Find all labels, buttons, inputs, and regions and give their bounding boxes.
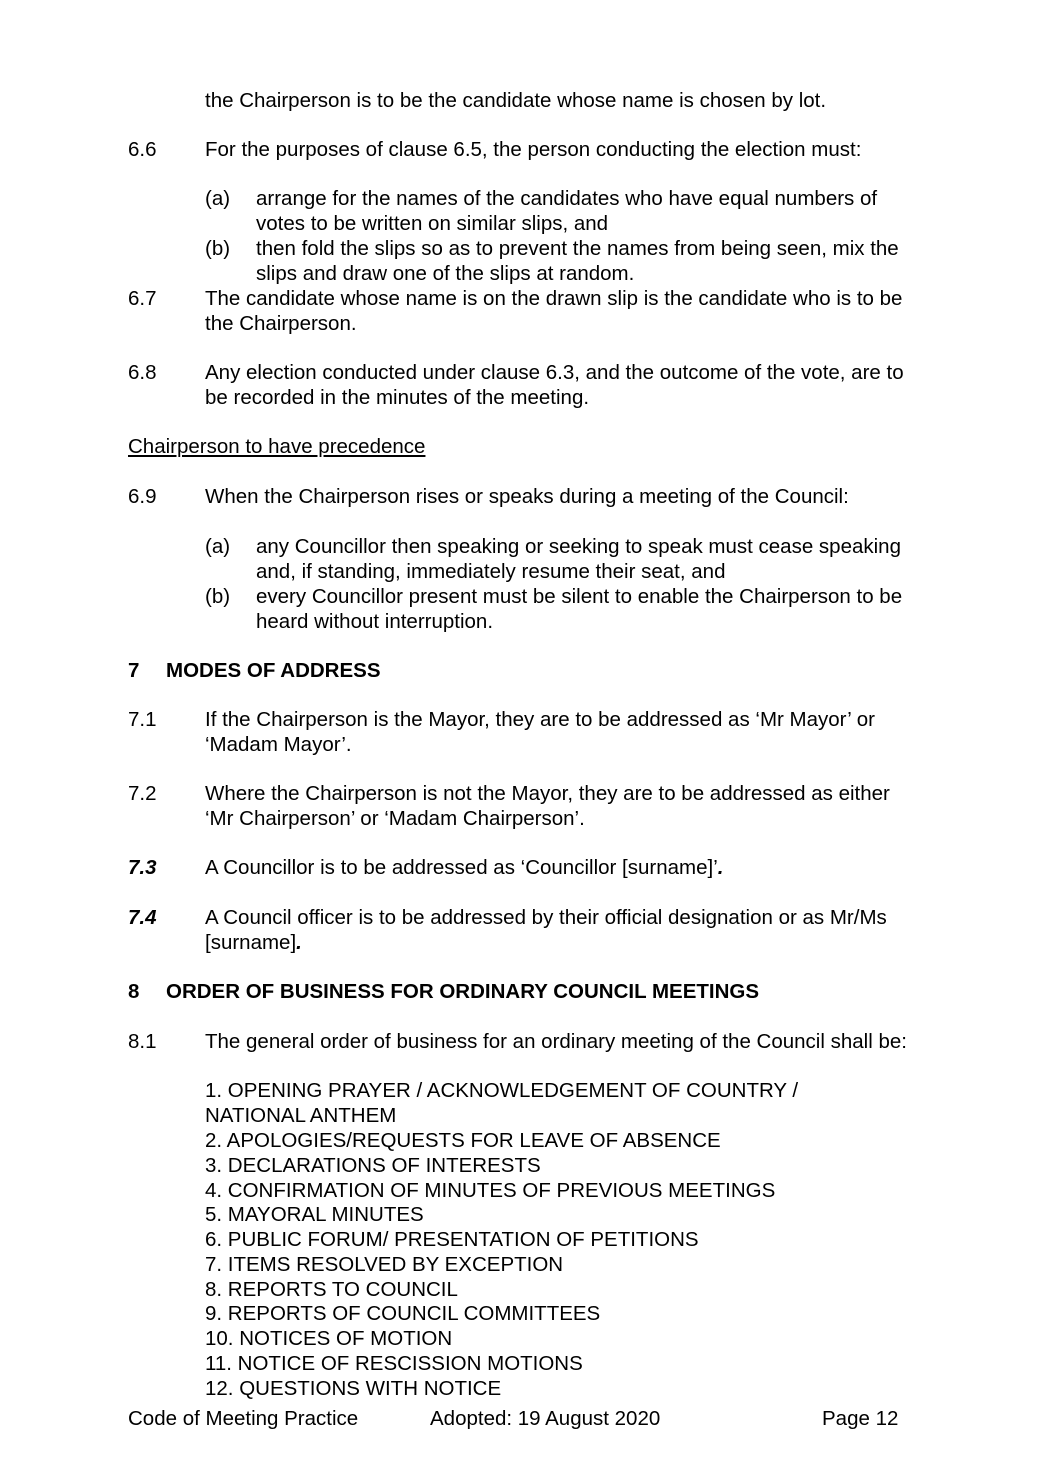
list-item: 6. PUBLIC FORUM/ PRESENTATION OF PETITIONS	[205, 1228, 699, 1251]
clause-number: 7.4	[128, 906, 157, 929]
item-text: slips and draw one of the slips at random.	[256, 262, 635, 285]
list-item: 2. APOLOGIES/REQUESTS FOR LEAVE OF ABSENCE	[205, 1129, 721, 1152]
clause-number: 8.1	[128, 1030, 157, 1053]
clause-number: 7.1	[128, 708, 157, 731]
footer-document-title: Code of Meeting Practice	[128, 1407, 359, 1430]
list-item: 8. REPORTS TO COUNCIL	[205, 1278, 458, 1301]
clause-text: If the Chairperson is the Mayor, they are to be addressed as ‘Mr Mayor’ or	[205, 708, 875, 731]
list-item: 11. NOTICE OF RESCISSION MOTIONS	[205, 1352, 583, 1375]
clause-number: 6.7	[128, 287, 157, 310]
clause-text	[205, 855, 723, 880]
clause-text: When the Chairperson rises or speaks during a meeting of the Council:	[205, 485, 849, 508]
item-text: and, if standing, immediately resume their seat, and	[256, 560, 726, 583]
list-item: 5. MAYORAL MINUTES	[205, 1203, 424, 1226]
continuation-text: the Chairperson is to be the candidate whose name is chosen by lot.	[205, 89, 827, 112]
clause-text: The general order of business for an ordinary meeting of the Council shall be:	[205, 1030, 907, 1053]
item-label: (a)	[205, 187, 231, 210]
item-label: (b)	[205, 585, 231, 608]
clause-number: 6.8	[128, 361, 157, 384]
clause-text: For the purposes of clause 6.5, the person conducting the election must:	[205, 138, 862, 161]
item-text: votes to be written on similar slips, and	[256, 212, 609, 235]
list-item: 10. NOTICES OF MOTION	[205, 1327, 453, 1350]
list-item: 4. CONFIRMATION OF MINUTES OF PREVIOUS MEETINGS	[205, 1179, 776, 1202]
item-text: arrange for the names of the candidates who have equal numbers of	[256, 187, 878, 210]
list-item: NATIONAL ANTHEM	[205, 1104, 397, 1127]
clause-text-end: .	[717, 856, 724, 879]
clause-text: The candidate whose name is on the drawn slip is the candidate who is to be	[205, 287, 903, 310]
clause-number: 7.3	[128, 856, 157, 879]
clause-text: A Council officer is to be addressed by their official designation or as Mr/Ms	[205, 906, 887, 929]
clause-text-end: .	[296, 931, 302, 954]
item-text: heard without interruption.	[256, 610, 494, 633]
list-item: 7. ITEMS RESOLVED BY EXCEPTION	[205, 1253, 564, 1276]
item-text: every Councillor present must be silent to enable the Chairperson to be	[256, 585, 903, 608]
footer-page-number: Page 12	[822, 1407, 899, 1430]
item-text: then fold the slips so as to prevent the names from being seen, mix the	[256, 237, 899, 260]
clause-number: 6.6	[128, 138, 157, 161]
clause-text: Any election conducted under clause 6.3, and the outcome of the vote, are to	[205, 361, 904, 384]
section-title: MODES OF ADDRESS	[166, 659, 381, 682]
clause-text: ‘Mr Chairperson’ or ‘Madam Chairperson’.	[205, 807, 585, 830]
section-title: ORDER OF BUSINESS FOR ORDINARY COUNCIL MEETINGS	[166, 980, 760, 1003]
item-label: (a)	[205, 535, 231, 558]
clause-text	[205, 930, 302, 955]
section-number: 8	[128, 980, 140, 1003]
footer-adopted-date: Adopted: 19 August 2020	[430, 1407, 661, 1430]
clause-text: ‘Madam Mayor’.	[205, 733, 352, 756]
list-item: 9. REPORTS OF COUNCIL COMMITTEES	[205, 1302, 601, 1325]
list-item: 1. OPENING PRAYER / ACKNOWLEDGEMENT OF COUNTRY /	[205, 1079, 799, 1102]
section-number: 7	[128, 659, 140, 682]
list-item: 3. DECLARATIONS OF INTERESTS	[205, 1154, 541, 1177]
clause-number: 6.9	[128, 485, 157, 508]
list-item: 12. QUESTIONS WITH NOTICE	[205, 1377, 502, 1400]
clause-text-body: [surname]	[205, 931, 297, 954]
clause-text-body: A Councillor is to be addressed as ‘Councillor [surname]’	[205, 856, 718, 879]
clause-number: 7.2	[128, 782, 157, 805]
item-text: any Councillor then speaking or seeking to speak must cease speaking	[256, 535, 901, 558]
subheading: Chairperson to have precedence	[128, 435, 426, 458]
clause-text: Where the Chairperson is not the Mayor, they are to be addressed as either	[205, 782, 890, 805]
clause-text: the Chairperson.	[205, 312, 357, 335]
clause-text: be recorded in the minutes of the meeting.	[205, 386, 590, 409]
item-label: (b)	[205, 237, 231, 260]
